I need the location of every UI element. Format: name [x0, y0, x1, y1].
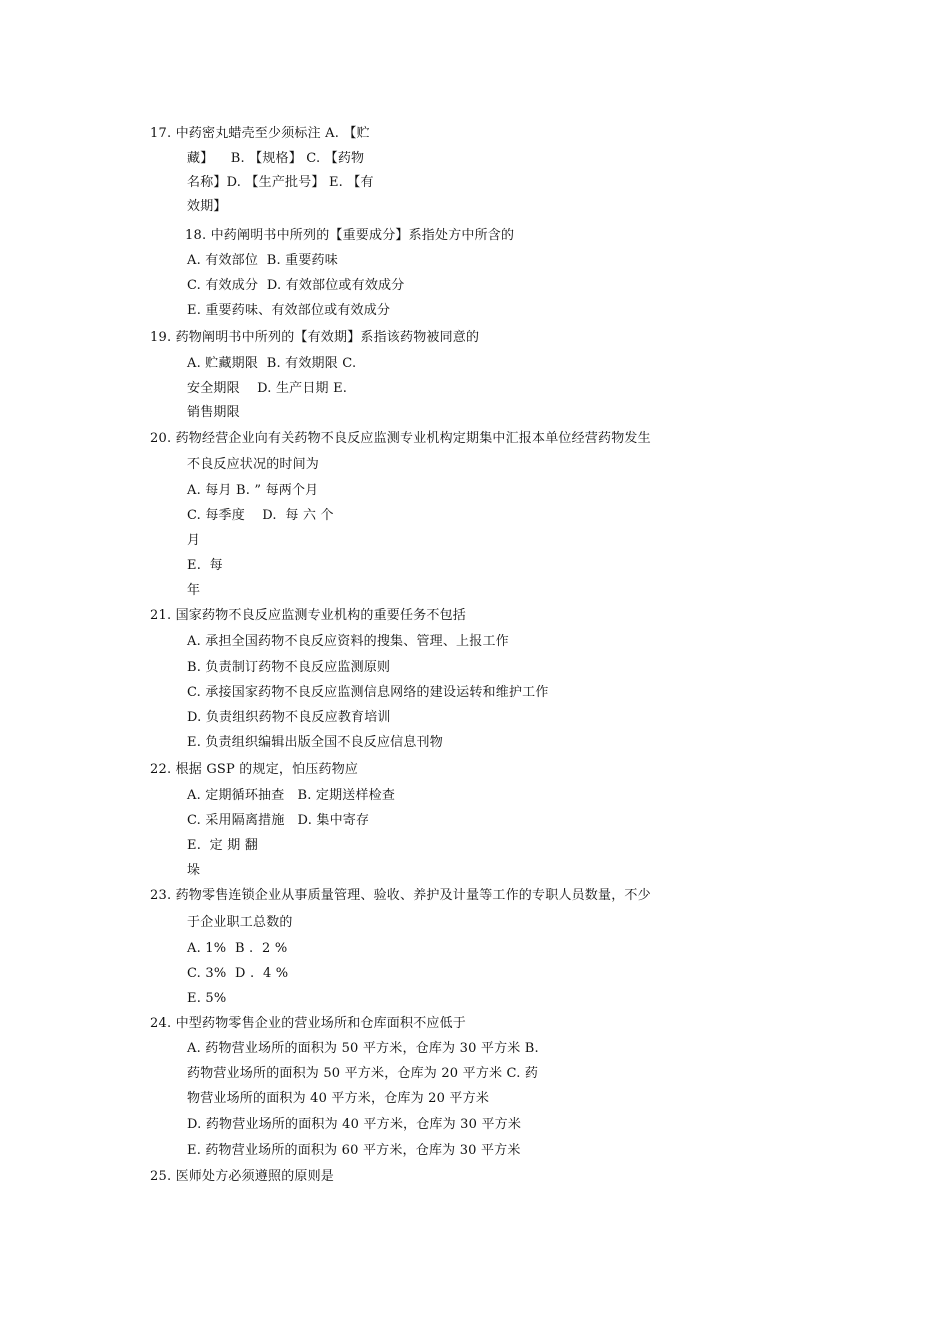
q17-line-2: 藏】 B. 【规格】 C. 【药物 — [187, 151, 365, 166]
q17-line-4: 效期】 — [187, 199, 227, 214]
q23-line-4: C. 3% D . 4 % — [187, 966, 289, 981]
q23-line-3: A. 1% B . 2 % — [187, 941, 288, 956]
q24-line-6: E. 药物营业场所的面积为 60 平方米，仓库为 30 平方米 — [187, 1143, 521, 1158]
q19-line-1: 19. 药物阐明书中所列的【有效期】系指该药物被同意的 — [150, 330, 480, 345]
q19-line-3: 安全期限 D. 生产日期 E. — [187, 381, 348, 396]
q24-line-5: D. 药物营业场所的面积为 40 平方米，仓库为 30 平方米 — [187, 1117, 522, 1132]
q21-line-2: A. 承担全国药物不良反应资料的搜集、管理、上报工作 — [187, 634, 509, 649]
q21-line-6: E. 负责组织编辑出版全国不良反应信息刊物 — [187, 735, 443, 750]
q19-line-2: A. 贮藏期限 B. 有效期限 C. — [187, 356, 357, 371]
q18-line-1: 18. 中药阐明书中所列的【重要成分】系指处方中所含的 — [185, 228, 515, 243]
q23-line-2: 于企业职工总数的 — [187, 915, 293, 930]
q25-line-1: 25. 医师处方必须遵照的原则是 — [150, 1169, 335, 1184]
q18-line-3: C. 有效成分 D. 有效部位或有效成分 — [187, 278, 405, 293]
q20-line-5: 月 — [187, 533, 201, 548]
q22-line-4: E. 定 期 翻 — [187, 838, 258, 853]
q21-line-3: B. 负责制订药物不良反应监测原则 — [187, 660, 391, 675]
q22-line-1: 22. 根据 GSP 的规定，怕压药物应 — [150, 762, 359, 777]
q22-line-5: 垛 — [187, 863, 201, 878]
q20-line-6: E. 每 — [187, 558, 223, 573]
q21-line-1: 21. 国家药物不良反应监测专业机构的重要任务不包括 — [150, 608, 467, 623]
q19-line-4: 销售期限 — [187, 405, 240, 420]
q23-line-1: 23. 药物零售连锁企业从事质量管理、验收、养护及计量等工作的专职人员数量，不少 — [150, 888, 651, 903]
q20-line-7: 年 — [187, 583, 201, 598]
q22-line-3: C. 采用隔离措施 D. 集中寄存 — [187, 813, 370, 828]
q20-line-4: C. 每季度 D. 每 六 个 — [187, 508, 334, 523]
q18-line-4: E. 重要药味、有效部位或有效成分 — [187, 303, 391, 318]
q21-line-5: D. 负责组织药物不良反应教育培训 — [187, 710, 391, 725]
q24-line-3: 药物营业场所的面积为 50 平方米，仓库为 20 平方米 C. 药 — [187, 1066, 539, 1081]
q21-line-4: C. 承接国家药物不良反应监测信息网络的建设运转和维护工作 — [187, 685, 549, 700]
q17-line-3: 名称】D. 【生产批号】 E. 【有 — [187, 175, 374, 190]
q20-line-1: 20. 药物经营企业向有关药物不良反应监测专业机构定期集中汇报本单位经营药物发生 — [150, 431, 651, 446]
q20-line-3: A. 每月 B. ” 每两个月 — [187, 483, 319, 498]
q20-line-2: 不良反应状况的时间为 — [187, 457, 320, 472]
q24-line-4: 物营业场所的面积为 40 平方米，仓库为 20 平方米 — [187, 1091, 490, 1106]
q23-line-5: E. 5% — [187, 991, 227, 1006]
q24-line-2: A. 药物营业场所的面积为 50 平方米，仓库为 30 平方米 B. — [187, 1041, 539, 1056]
q18-line-2: A. 有效部位 B. 重要药味 — [187, 253, 338, 268]
q24-line-1: 24. 中型药物零售企业的营业场所和仓库面积不应低于 — [150, 1016, 467, 1031]
q17-line-1: 17. 中药密丸蜡壳至少须标注 A. 【贮 — [150, 126, 370, 141]
q22-line-2: A. 定期循环抽查 B. 定期送样检查 — [187, 788, 396, 803]
